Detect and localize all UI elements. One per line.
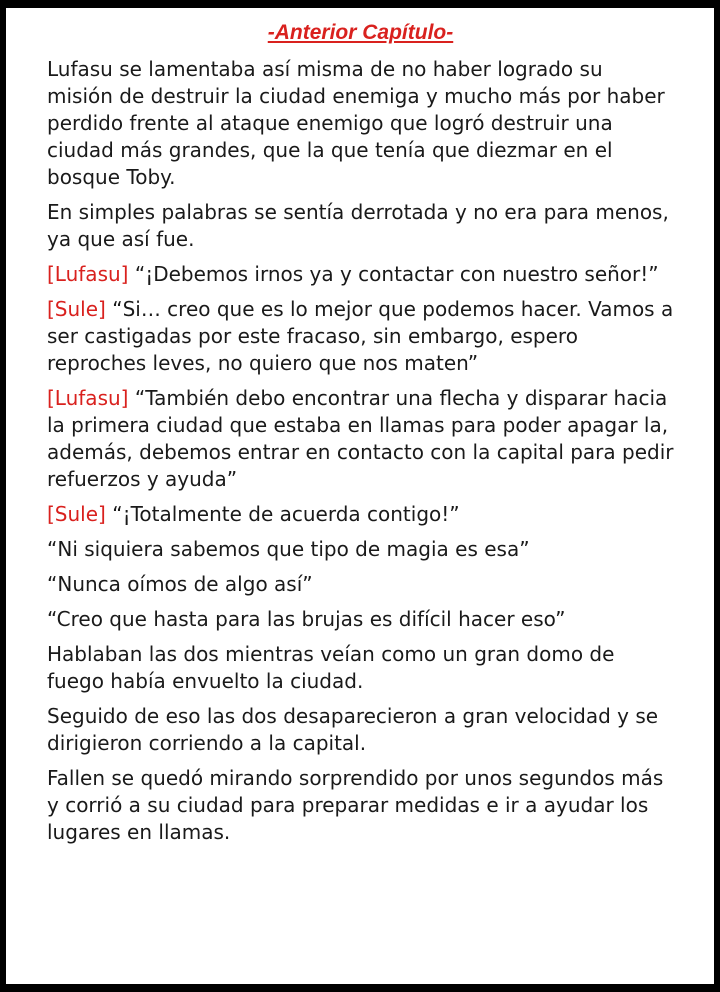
chapter-heading: -Anterior Capítulo-: [267, 21, 454, 44]
paragraph-8: [47, 571, 674, 598]
paragraph-12: [47, 765, 674, 846]
paragraph-11: [47, 703, 674, 757]
speaker-tag: [Sule]: [47, 297, 106, 321]
paragraph-text: Seguido de eso las dos desaparecieron a gran velocidad y se dirigieron corriendo a la capital.: [47, 704, 659, 755]
paragraph-text: “También debo encontrar una flecha y disparar hacia la primera ciudad que estaba en llamas para poder apagar la, además, debemos entrar en contacto con la capital para pedir refuerzos y ayuda”: [47, 386, 674, 491]
paragraph-4: [47, 296, 674, 377]
paragraph-9: [47, 606, 674, 633]
paragraph-10: [47, 641, 674, 695]
paragraph-2: [47, 199, 674, 253]
paragraph-text: “¡Debemos irnos ya y contactar con nuestro señor!”: [128, 262, 659, 286]
paragraph-text: “Ni siquiera sabemos que tipo de magia es esa”: [47, 537, 530, 561]
speaker-tag: [Lufasu]: [47, 386, 129, 410]
paragraph-text: Lufasu se lamentaba así misma de no haber logrado su misión de destruir la ciudad enemiga y mucho más por haber perdido frente al ataque enemigo que logró destruir una ciudad más grandes, que la que tenía que diezmar en el bosque Toby.: [47, 57, 665, 189]
paragraph-text: “Creo que hasta para las brujas es difícil hacer eso”: [47, 607, 566, 631]
paragraph-5: [47, 385, 674, 493]
document-page: [6, 8, 714, 984]
paragraph-6: [47, 501, 674, 528]
paragraph-text: En simples palabras se sentía derrotada y no era para menos, ya que así fue.: [47, 200, 669, 251]
paragraph-text: “Nunca oímos de algo así”: [47, 572, 313, 596]
paragraph-3: [47, 261, 674, 288]
paragraph-text: “¡Totalmente de acuerda contigo!”: [105, 502, 460, 526]
speaker-tag: [Sule]: [47, 502, 106, 526]
paragraph-text: “Si… creo que es lo mejor que podemos hacer. Vamos a ser castigadas por este fracaso, sin embargo, espero reproches leves, no quiero que nos maten”: [47, 297, 674, 375]
paragraph-text: Hablaban las dos mientras veían como un gran domo de fuego había envuelto la ciudad.: [47, 642, 615, 693]
paragraph-7: [47, 536, 674, 563]
speaker-tag: [Lufasu]: [47, 262, 129, 286]
paragraph-text: Fallen se quedó mirando sorprendido por unos segundos más y corrió a su ciudad para preparar medidas e ir a ayudar los lugares en llamas.: [47, 766, 664, 844]
paragraph-1: [47, 56, 674, 191]
